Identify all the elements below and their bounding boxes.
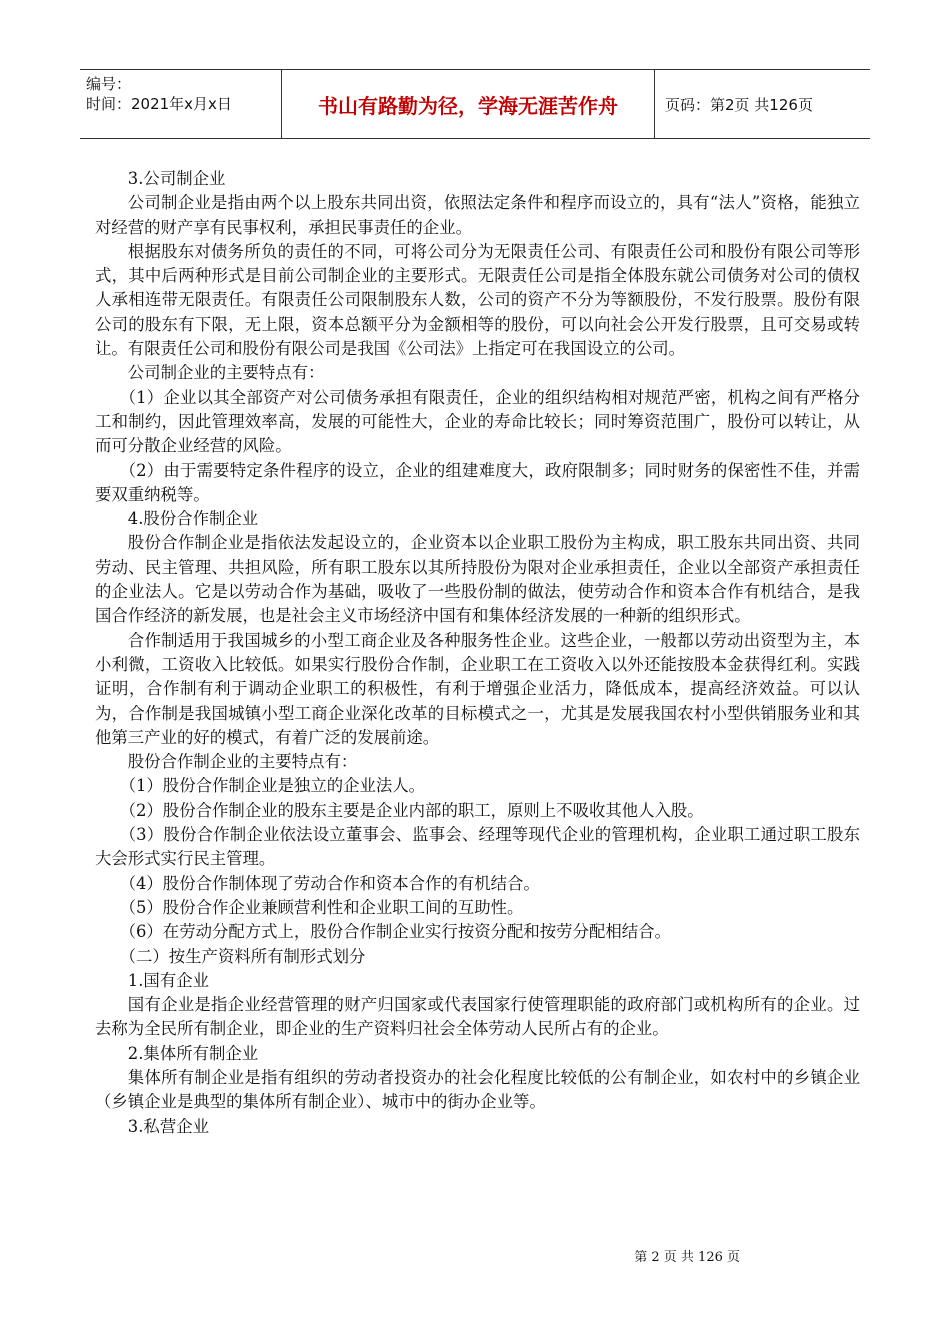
paragraph: 4.股份合作制企业 [127,509,259,529]
paragraph: （2）由于需要特定条件程序的设立，企业的组建难度大，政府限制多；同时财务的保密性不佳，并需要双重纳税等。 [95,460,860,504]
paragraph: （1）股份合作制企业是独立的企业法人。 [119,776,426,796]
paragraph: （4）股份合作制体现了劳动合作和资本合作的有机结合。 [119,873,540,893]
number-label: 编号： [86,75,132,93]
paragraph: 公司制企业的主要特点有： [127,363,325,383]
header-meta [80,70,282,138]
paragraph: 股份合作制企业是指依法发起设立的，企业资本以企业职工股份为主构成，职工股东共同出资、共同劳动、民主管理、共担风险，所有职工股东以其所持股份为限对企业承担责任，企业以全部资产承担责任的企业法人。它是以劳动合作为基础，吸收了一些股份制的做法，使劳动合作和资本合作有机结合，是我国合作经济的新发展，也是社会主义市场经济中国有和集体经济发展的一种新的组织形式。 [95,533,860,626]
document-body [95,167,860,1139]
paragraph: 1.国有企业 [127,970,209,990]
page-footer: 第 2 页 共 126 页 [634,1250,740,1265]
paragraph: （二）按生产资料所有制形式划分 [119,946,366,966]
header-page-info: 页码：第2页 共126页 [665,95,813,114]
time-label: 时间：2021年x月x日 [86,95,232,113]
paragraph: （6）在劳动分配方式上，股份合作制企业实行按资分配和按劳分配相结合。 [119,922,671,942]
paragraph: （1）企业以其全部资产对公司债务承担有限责任，企业的组织结构相对规范严密，机构之间有严格分工和制约，因此管理效率高，发展的可能性大，企业的寿命比较长；同时筹资范围广，股份可以转让，从而可分散企业经营的风险。 [95,387,860,456]
paragraph: （5）股份合作企业兼顾营利性和企业职工间的互助性。 [119,897,524,917]
paragraph: （3）股份合作制企业依法设立董事会、监事会、经理等现代企业的管理机构，企业职工通过职工股东大会形式实行民主管理。 [95,825,860,869]
paragraph: 根据股东对债务所负的责任的不同，可将公司分为无限责任公司、有限责任公司和股份有限公司等形式，其中后两种形式是目前公司制企业的主要形式。无限责任公司是指全体股东就公司债务对公司的债权人承相连带无限责任。有限责任公司限制股东人数，公司的资产不分为等额股份，不发行股票。股份有限公司的股东有下限，无上限，资本总额平分为金额相等的股份，可以向社会公开发行股票，且可交易或转让。有限责任公司和股份有限公司是我国《公司法》上指定可在我国设立的公司。 [95,241,860,359]
paragraph: 合作制适用于我国城乡的小型工商企业及各种服务性企业。这些企业，一般都以劳动出资型为主，本小利微，工资收入比较低。如果实行股份合作制，企业职工在工资收入以外还能按股本金获得红利。实践证明，合作制有利于调动企业职工的积极性，有利于增强企业活力，降低成本，提高经济效益。可以认为，合作制是我国城镇小型工商企业深化改革的目标模式之一，尤其是发展我国农村小型供销服务业和其他第三产业的好的模式，有着广泛的发展前途。 [95,630,860,747]
header-motto: 书山有路勤为径，学海无涯苦作舟 [282,70,655,138]
paragraph: （2）股份合作制企业的股东主要是企业内部的职工，原则上不吸收其他人入股。 [119,800,704,820]
paragraph: 公司制企业是指由两个以上股东共同出资，依照法定条件和程序而设立的，具有“法人”资格，能独立对经营的财产享有民事权利，承担民事责任的企业。 [95,193,860,237]
paragraph: 2.集体所有制企业 [127,1043,259,1063]
paragraph: 集体所有制企业是指有组织的劳动者投资办的社会化程度比较低的公有制企业，如农村中的乡镇企业（乡镇企业是典型的集体所有制企业）、城市中的街办企业等。 [95,1067,860,1112]
paragraph: 股份合作制企业的主要特点有： [127,752,358,772]
paragraph: 国有企业是指企业经营管理的财产归国家或代表国家行使管理职能的政府部门或机构所有的企业。过去称为全民所有制企业，即企业的生产资料归社会全体劳动人民所占有的企业。 [95,995,860,1039]
page-header [80,69,870,139]
paragraph: 3.私营企业 [127,1116,209,1136]
paragraph: 3.公司制企业 [127,169,226,188]
